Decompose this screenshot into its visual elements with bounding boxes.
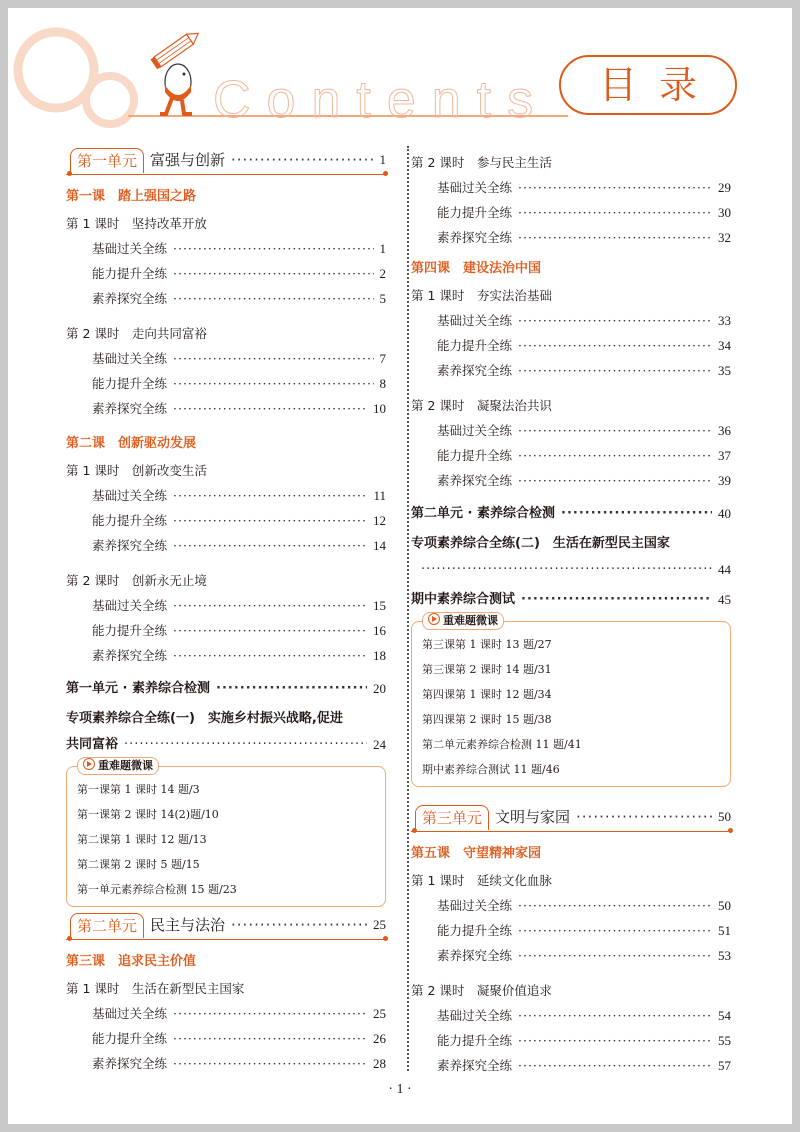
right-column — [411, 148, 731, 1078]
toc-item[interactable]: 素养探究全练 ····· 5 — [66, 286, 386, 311]
unit-underline — [383, 936, 388, 941]
dot-leader — [173, 1026, 367, 1051]
period-title[interactable]: 第 1 课时 夯实法治基础 — [411, 288, 552, 303]
toc-item[interactable]: 基础过关全练 ····· 1 — [66, 236, 386, 261]
micro-item[interactable]: 期中素养综合测试 11 题/46 — [422, 763, 560, 776]
lesson-title[interactable]: 第四课 建设法治中国 — [411, 261, 542, 276]
dot-leader — [173, 618, 367, 643]
unit-heading[interactable] — [66, 148, 386, 178]
micro-lesson-title: 重难题微课 — [422, 612, 504, 630]
dot-leader — [173, 593, 367, 618]
toc-title: 目录 — [598, 63, 719, 107]
micro-item[interactable]: 第三课第 1 课时 13 题/27 — [422, 638, 552, 651]
toc-item[interactable]: 基础过关全练 ····· 15 — [66, 593, 386, 618]
toc-item[interactable]: 能力提升全练 ····· 12 — [66, 508, 386, 533]
micro-item[interactable]: 第二课第 1 课时 12 题/13 — [77, 833, 207, 846]
dot-leader — [518, 358, 712, 383]
toc-item[interactable]: 基础过关全练 ····· 36 — [411, 418, 731, 443]
dot-leader — [518, 200, 712, 225]
dot-leader — [518, 943, 712, 968]
dot-leader — [518, 308, 712, 333]
unit-underline — [66, 939, 386, 940]
dot-leader — [518, 175, 712, 200]
page-number-footer: · 1 · — [388, 1082, 412, 1097]
spacer — [66, 421, 386, 429]
dot-leader — [173, 533, 367, 558]
play-icon — [83, 758, 95, 770]
dot-leader — [173, 261, 373, 286]
spacer — [411, 493, 731, 501]
period-title[interactable]: 第 2 课时 凝聚法治共识 — [411, 398, 552, 413]
dot-leader — [173, 286, 373, 311]
contents-word: Contents — [213, 71, 550, 129]
toc-item[interactable]: 素养探究全练 ····· 39 — [411, 468, 731, 493]
toc-item[interactable]: 基础过关全练 ····· 11 — [66, 483, 386, 508]
dot-leader — [518, 1028, 712, 1053]
period-title[interactable]: 第 2 课时 参与民主生活 — [411, 155, 552, 170]
dot-leader — [216, 676, 367, 702]
dot-leader — [518, 468, 712, 493]
page-number: 1 — [379, 152, 386, 167]
unit-badge: 第一单元 — [70, 148, 144, 173]
dot-leader — [231, 148, 373, 172]
micro-item[interactable]: 第二课第 2 课时 5 题/15 — [77, 858, 200, 871]
dot-leader — [173, 371, 373, 396]
dot-leader — [576, 805, 712, 829]
left-column — [66, 148, 386, 1076]
dot-leader — [518, 443, 712, 468]
unit-test-item[interactable]: 第二单元 · 素养综合检测 ····· 40 — [411, 501, 731, 527]
period-title[interactable]: 第 2 课时 创新永无止境 — [66, 573, 207, 588]
spacer — [411, 787, 731, 805]
micro-item[interactable]: 第四课第 2 课时 15 题/38 — [422, 713, 552, 726]
dot-leader — [173, 1051, 367, 1076]
dot-leader — [124, 732, 367, 758]
spacer — [66, 311, 386, 319]
toc-item[interactable]: 能力提升全练 ····· 8 — [66, 371, 386, 396]
toc-item[interactable]: 素养探究全练 ····· 14 — [66, 533, 386, 558]
toc-item[interactable]: 基础过关全练 ····· 33 — [411, 308, 731, 333]
dot-leader — [173, 396, 367, 421]
period-title[interactable]: 第 1 课时 延续文化血脉 — [411, 873, 552, 888]
toc-item[interactable]: 能力提升全练 ····· 51 — [411, 918, 731, 943]
dot-leader — [518, 1053, 712, 1078]
toc-item[interactable]: 基础过关全练 ····· 54 — [411, 1003, 731, 1028]
play-icon — [428, 613, 440, 625]
unit-badge: 第三单元 — [415, 805, 489, 830]
spacer — [411, 383, 731, 391]
micro-item[interactable]: 第一课第 2 课时 14(2)题/10 — [77, 808, 219, 821]
unit-heading[interactable]: 第三单元 文明与家园 ····· 50 — [411, 805, 731, 835]
dot-leader — [518, 333, 712, 358]
toc-item[interactable]: 素养探究全练 ····· 10 — [66, 396, 386, 421]
toc-item[interactable]: 素养探究全练 ····· 32 — [411, 225, 731, 250]
dot-leader — [173, 346, 373, 371]
unit-underline — [67, 171, 72, 176]
unit-test-item[interactable]: 第一单元 · 素养综合检测 ····· 20 — [66, 676, 386, 702]
unit-underline — [67, 936, 72, 941]
spacer — [66, 668, 386, 676]
dot-leader — [518, 418, 712, 443]
lesson-title[interactable]: 第三课 追求民主价值 — [66, 954, 197, 969]
toc-item[interactable]: 能力提升全练 ····· 26 — [66, 1026, 386, 1051]
lesson-title[interactable]: 第五课 守望精神家园 — [411, 846, 542, 861]
toc-item[interactable]: 基础过关全练 ····· 25 — [66, 1001, 386, 1026]
dot-leader — [421, 557, 712, 583]
toc-item[interactable]: 能力提升全练 ····· 34 — [411, 333, 731, 358]
spacer — [411, 968, 731, 976]
dot-leader — [231, 913, 367, 937]
dot-leader — [518, 1003, 712, 1028]
dot-leader — [561, 501, 712, 527]
unit-underline — [66, 174, 386, 175]
period-title[interactable]: 第 1 课时 坚持改革开放 — [66, 216, 207, 231]
toc-item[interactable]: 能力提升全练 ····· 16 — [66, 618, 386, 643]
unit-badge: 第二单元 — [70, 913, 144, 938]
unit-title: 民主与法治 — [150, 916, 226, 934]
lesson-title[interactable]: 第一课 踏上强国之路 — [66, 189, 197, 204]
toc-item[interactable]: 素养探究全练 ····· 18 — [66, 643, 386, 668]
spacer — [411, 250, 731, 254]
dot-leader — [173, 508, 367, 533]
micro-item[interactable]: 第一课第 1 课时 14 题/3 — [77, 783, 200, 796]
toc-item[interactable]: 基础过关全练 ····· 7 — [66, 346, 386, 371]
spacer — [66, 558, 386, 566]
dot-leader — [518, 225, 712, 250]
toc-item[interactable]: 能力提升全练 ····· 30 — [411, 200, 731, 225]
micro-item[interactable]: 第一单元素养综合检测 15 题/23 — [77, 883, 237, 896]
micro-lesson-box — [411, 614, 731, 787]
micro-item[interactable]: 第四课第 1 课时 12 题/34 — [422, 688, 552, 701]
dot-leader — [518, 918, 712, 943]
toc-item[interactable]: 素养探究全练 ····· 35 — [411, 358, 731, 383]
micro-lesson-title: 重难题微课 — [77, 757, 159, 775]
column-divider — [407, 146, 409, 1071]
period-title[interactable]: 第 2 课时 走向共同富裕 — [66, 326, 207, 341]
micro-item[interactable]: 第二单元素养综合检测 11 题/41 — [422, 738, 582, 751]
dot-leader — [173, 483, 367, 508]
toc-item[interactable]: 能力提升全练 ····· 37 — [411, 443, 731, 468]
dot-leader — [521, 587, 712, 613]
dot-leader — [173, 643, 367, 668]
dot-leader — [173, 1001, 367, 1026]
dot-leader — [518, 893, 712, 918]
toc-item[interactable]: 素养探究全练 ····· 28 — [66, 1051, 386, 1076]
toc-title-badge — [559, 55, 737, 115]
dot-leader — [173, 236, 373, 261]
period-title[interactable]: 第 1 课时 生活在新型民主国家 — [66, 981, 245, 996]
unit-underline — [412, 828, 417, 833]
pencil-mascot-icon — [148, 30, 208, 120]
toc-page — [8, 8, 792, 1124]
period-title[interactable]: 第 1 课时 创新改变生活 — [66, 463, 207, 478]
unit-underline — [411, 831, 731, 832]
unit-heading[interactable]: 第二单元 民主与法治 ····· 25 — [66, 913, 386, 943]
special-item[interactable]: 专项素养综合全练(二) 生活在新型民主国家 ····· 44 — [411, 531, 731, 583]
toc-item[interactable]: 能力提升全练 ····· 55 — [411, 1028, 731, 1053]
micro-lesson-box — [66, 759, 386, 907]
period-title[interactable]: 第 2 课时 凝聚价值追求 — [411, 983, 552, 998]
unit-underline — [728, 828, 733, 833]
micro-item[interactable]: 第三课第 2 课时 14 题/31 — [422, 663, 552, 676]
toc-item[interactable]: 素养探究全练 ····· 53 — [411, 943, 731, 968]
midterm-item[interactable]: 期中素养综合测试 ····· 45 — [411, 587, 731, 613]
toc-item[interactable]: 素养探究全练 ····· 57 — [411, 1053, 731, 1078]
unit-title: 富强与创新 — [150, 151, 226, 169]
header — [8, 8, 792, 138]
toc-item[interactable]: 基础过关全练 ····· 29 — [411, 175, 731, 200]
special-item[interactable]: 专项素养综合全练(一) 实施乡村振兴战略,促进 共同富裕 ····· 24 — [66, 706, 386, 758]
toc-item[interactable]: 基础过关全练 ····· 50 — [411, 893, 731, 918]
toc-item[interactable]: 能力提升全练 ····· 2 — [66, 261, 386, 286]
unit-underline — [383, 171, 388, 176]
unit-title: 文明与家园 — [495, 808, 571, 826]
lesson-title[interactable]: 第二课 创新驱动发展 — [66, 436, 197, 451]
